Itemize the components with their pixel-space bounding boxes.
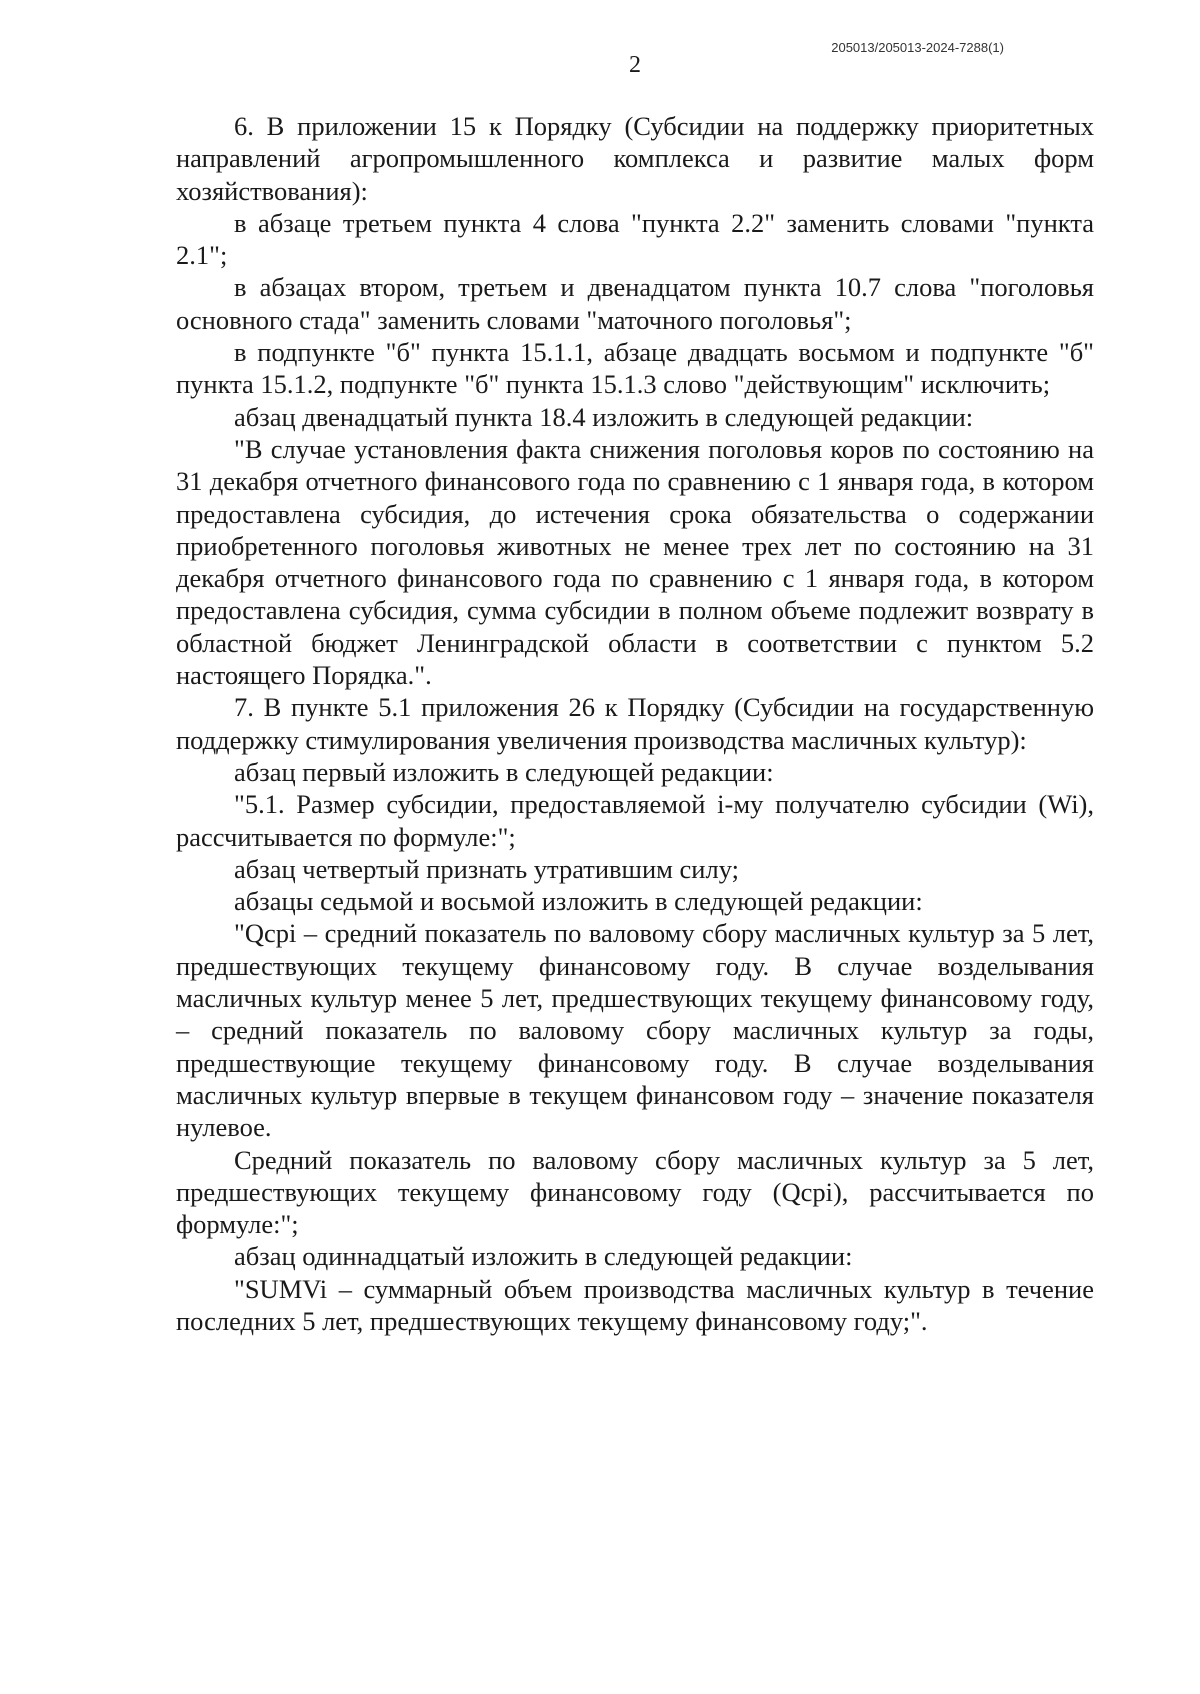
paragraph: абзац первый изложить в следующей редакции: xyxy=(234,756,774,787)
paragraph: 6. В приложении 15 к Порядку (Субсидии на поддержку приоритетных направлений агропромышленного комплекса и развитие малых форм хозяйствования): xyxy=(176,111,1094,206)
paragraph: в подпункте "б" пункта 15.1.1, абзаце двадцать восьмом и подпункте "б" пункта 15.1.2, подпункте "б" пункта 15.1.3 слово "действующим" исключить; xyxy=(176,337,1094,400)
document-body xyxy=(176,110,1094,1337)
paragraph: Средний показатель по валовому сбору масличных культур за 5 лет, предшествующих текущему финансовому году (Qcpi), рассчитывается по формуле:"; xyxy=(176,1144,1094,1240)
paragraph: "В случае установления факта снижения поголовья коров по состоянию на 31 декабря отчетного финансового года по сравнению с 1 января года, в котором предоставлена субсидия, до истечения срока обязательства о содержании приобретенного поголовья животных не менее трех лет по состоянию на 31 декабря отчетного финансового года по сравнению с 1 января года, в котором предоставлена субсидия, сумма субсидии в полном объеме подлежит возврату в областной бюджет Ленинградской области в соответствии с пунктом 5.2 настоящего Порядка.". xyxy=(176,433,1094,691)
paragraph: в абзацах втором, третьем и двенадцатом пункта 10.7 слова "поголовья основного стада" заменить словами "маточного поголовья"; xyxy=(176,272,1094,335)
paragraph: "Qcpi – средний показатель по валовому сбору масличных культур за 5 лет, предшествующих текущему финансовому году. В случае возделывания масличных культур менее 5 лет, предшествующих текущему финансовому году, – средний показатель по валовому сбору масличных культур за годы, предшествующие текущему финансовому году. В случае возделывания масличных культур впервые в текущем финансовом году – значение показателя нулевое. xyxy=(176,918,1094,1143)
paragraph: абзац двенадцатый пункта 18.4 изложить в следующей редакции: xyxy=(234,401,974,432)
page-number: 2 xyxy=(629,52,641,78)
paragraph: в абзаце третьем пункта 4 слова "пункта 2.2" заменить словами "пункта 2.1"; xyxy=(176,207,1094,271)
paragraph: абзац четвертый признать утратившим силу; xyxy=(234,853,739,884)
paragraph: "5.1. Размер субсидии, предоставляемой i-му получателю субсидии (Wi), рассчитывается по формуле:"; xyxy=(176,789,1094,852)
document-id: 205013/205013-2024-7288(1) xyxy=(831,40,1004,55)
paragraph: абзац одиннадцатый изложить в следующей редакции: xyxy=(234,1241,853,1272)
paragraph: абзацы седьмой и восьмой изложить в следующей редакции: xyxy=(234,886,923,917)
paragraph: 7. В пункте 5.1 приложения 26 к Порядку (Субсидии на государственную поддержку стимулирования увеличения производства масличных культур): xyxy=(176,692,1094,755)
paragraph: "SUMVi – суммарный объем производства масличных культур в течение последних 5 лет, предшествующих текущему финансовому году;". xyxy=(176,1273,1094,1336)
